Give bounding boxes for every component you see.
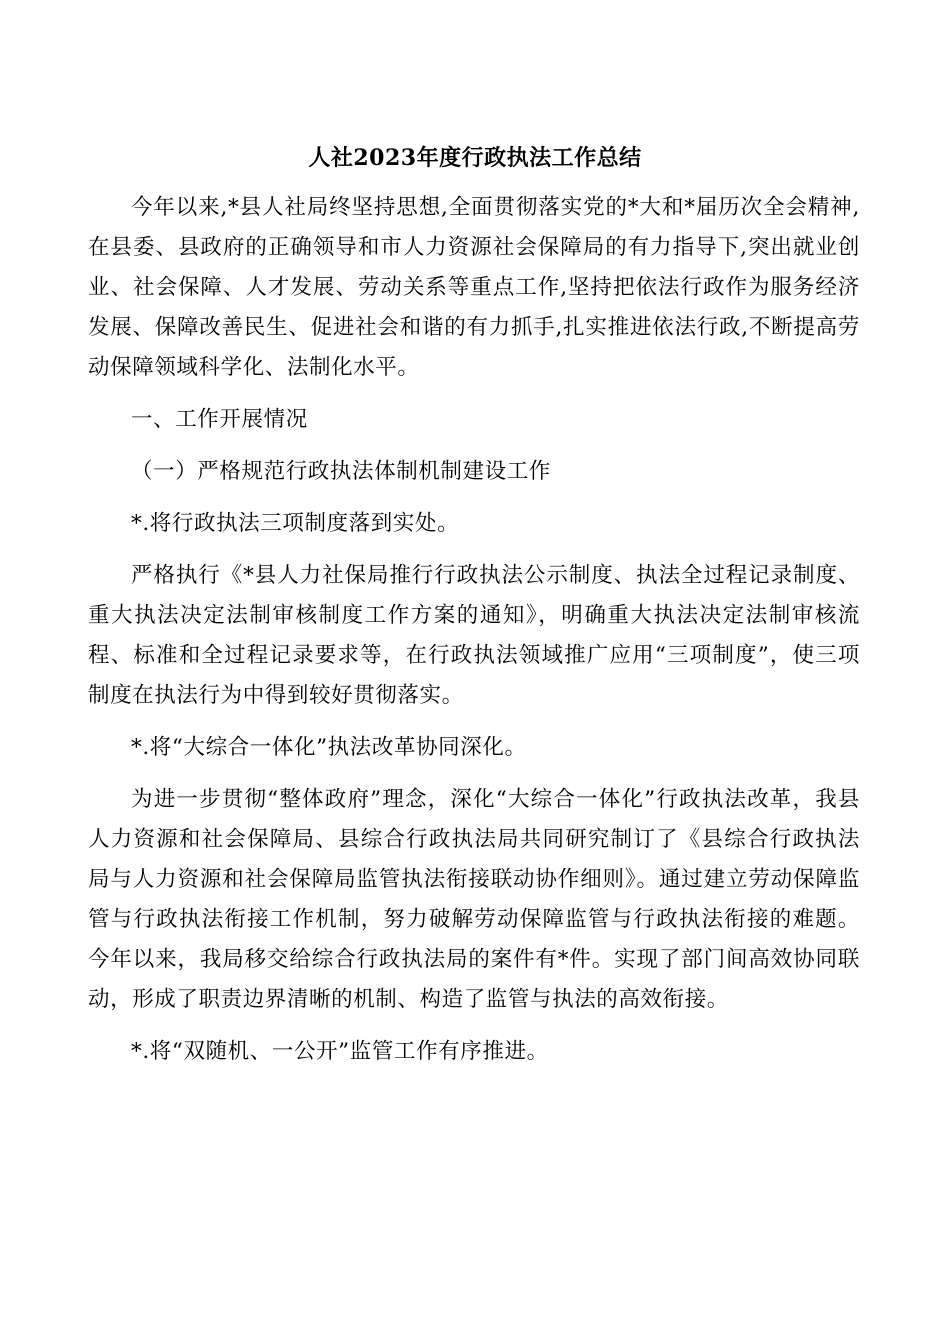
paragraph-three-systems: 严格执行《*县人力社保局推行行政执法公示制度、执法全过程记录制度、重大执法决定法制审核制度工作方案的通知》，明确重大执法决定法制审核流程、标准和全过程记录要求等，在行政执法领域推广应用“三项制度”，使三项制度在执法行为中得到较好贯彻落实。: [88, 563, 860, 708]
section-heading-work-status: 一、工作开展情况: [131, 407, 308, 432]
item-heading-three-systems: *.将行政执法三项制度落到实处。: [131, 511, 460, 536]
document-body: [88, 188, 860, 1084]
item-heading-integration-reform: *.将“大综合一体化”执法改革协同深化。: [131, 735, 527, 760]
paragraph-integration-reform: 为进一步贯彻“整体政府”理念，深化“大综合一体化”行政执法改革，我县人力资源和社会保障局、县综合行政执法局共同研究制订了《县综合行政执法局与人力资源和社会保障局监管执法衔接联动协作细则》。通过建立劳动保障监管与行政执法衔接工作机制，努力破解劳动保障监管与行政执法衔接的难题。今年以来，我局移交给综合行政执法局的案件有*件。实现了部门间高效协同联动，形成了职责边界清晰的机制、构造了监管与执法的高效衔接。: [88, 787, 860, 1012]
paragraph-intro: 今年以来,*县人社局终坚持思想,全面贯彻落实党的*大和*届历次全会精神,在县委、县政府的正确领导和市人力资源社会保障局的有力指导下,突出就业创业、社会保障、人才发展、劳动关系等重点工作,坚持把依法行政作为服务经济发展、保障改善民生、促进社会和谐的有力抓手,扎实推进依法行政,不断提高劳动保障领域科学化、法制化水平。: [88, 195, 860, 380]
subsection-heading-1: （一）严格规范行政执法体制机制建设工作: [131, 459, 551, 484]
item-heading-double-random: *.将“双随机、一公开”监管工作有序推进。: [131, 1039, 549, 1064]
document-title: 人社2023年度行政执法工作总结: [308, 145, 642, 171]
